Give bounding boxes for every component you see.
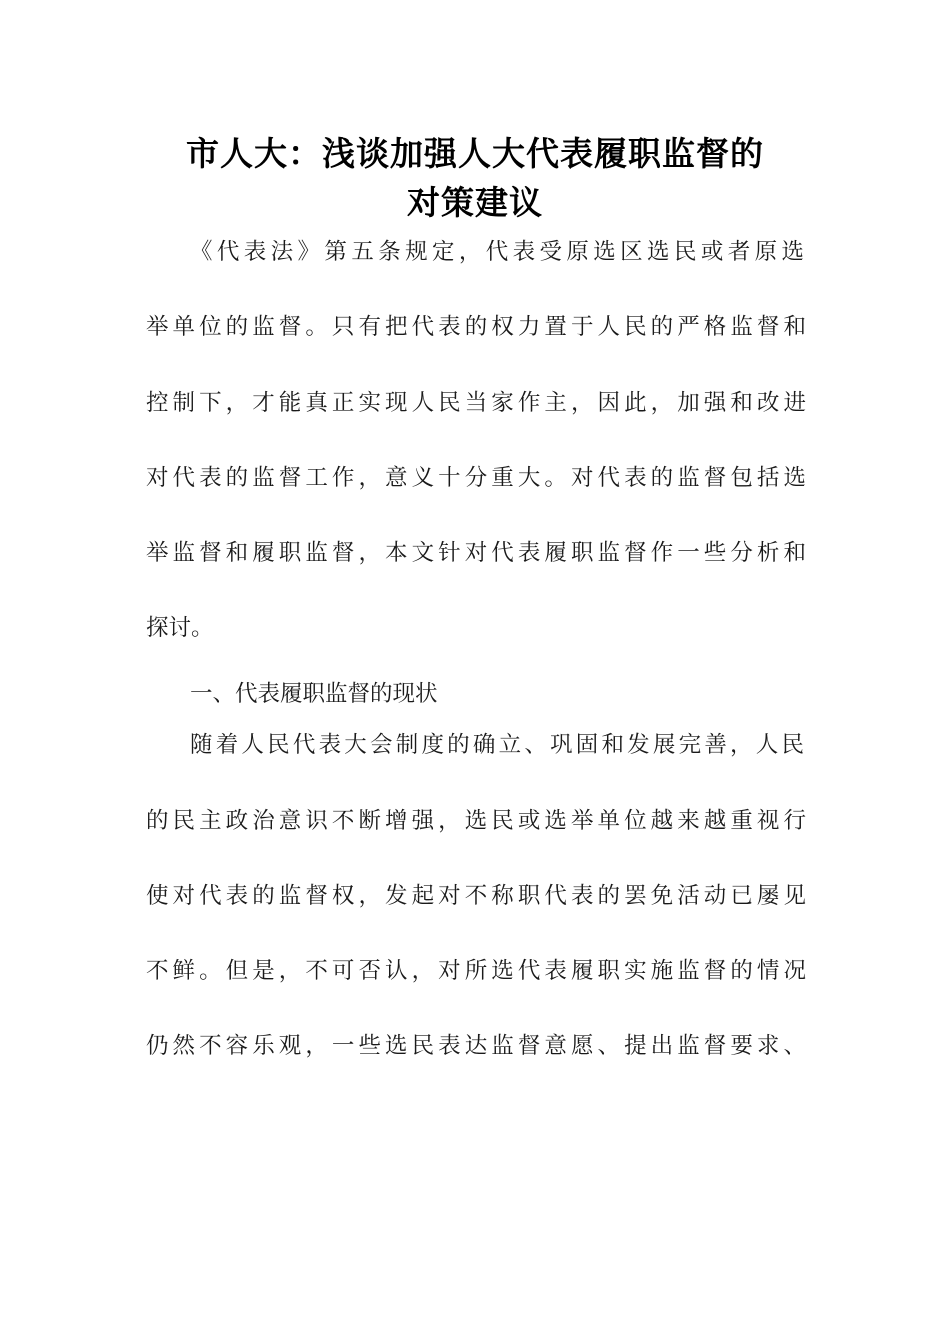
paragraph-1-line: 对代表的监督工作，意义十分重大。对代表的监督包括选 [146,465,806,491]
paragraph-1-line: 探讨。 [146,615,214,641]
paragraph-1-line: 《代表法》第五条规定，代表受原选区选民或者原选 [190,239,804,265]
paragraph-1-line: 举监督和履职监督，本文针对代表履职监督作一些分析和 [146,540,806,566]
document-title-line-1: 市人大：浅谈加强人大代表履职监督的 [186,134,764,173]
paragraph-2-line: 的民主政治意识不断增强，选民或选举单位越来越重视行 [146,808,806,834]
paragraph-2-line: 使对代表的监督权，发起对不称职代表的罢免活动已屡见 [146,883,806,909]
document-title-line-2: 对策建议 [407,183,543,222]
section-1-heading: 一、代表履职监督的现状 [190,681,438,707]
paragraph-1-line: 控制下，才能真正实现人民当家作主，因此，加强和改进 [146,390,806,416]
paragraph-1-line: 举单位的监督。只有把代表的权力置于人民的严格监督和 [146,314,806,340]
paragraph-2-line: 随着人民代表大会制度的确立、巩固和发展完善，人民 [190,732,804,758]
paragraph-2-line: 仍然不容乐观，一些选民表达监督意愿、提出监督要求、 [146,1033,806,1059]
paragraph-2-line: 不鲜。但是，不可否认，对所选代表履职实施监督的情况 [146,958,806,984]
